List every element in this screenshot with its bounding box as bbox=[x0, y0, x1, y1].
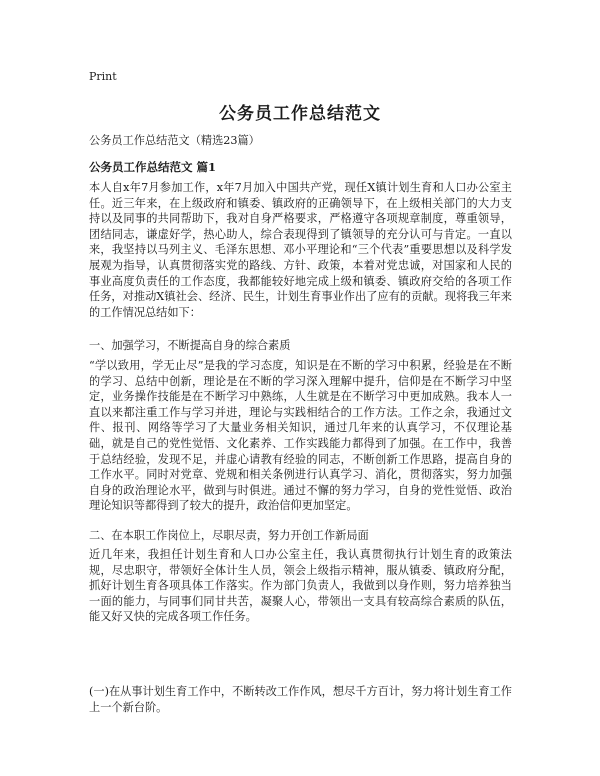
heading-study: 一、加强学习，不断提高自身的综合素质 bbox=[89, 339, 291, 352]
page-title: 公务员工作总结范文 bbox=[219, 104, 381, 124]
print-link[interactable]: Print bbox=[89, 70, 117, 83]
study-paragraph: “学以致用，学无止尽”是我的学习态度，知识是在不断的学习中积累，经验是在不断的学习、总结中创新，理论是在不断的学习深入理解中提升，信仰是在不断学习中坚定，业务操作技能是在不断学习中熟练，人生就是在不断学习中更加成熟。我本人一直以来都注重工作与学习并进，理论与实践相结合的工作方法。工作之余，我通过文件、报刊、网络等学习了大量业务相关知识，通过几年来的认真学习，不仅理论基础，就是自己的党性觉悟、文化素养、工作实践能力都得到了加强。在工作中，我善于总结经验，发现不足，并虚心请教有经验的同志，不断创新工作思路，提高自身的工作水平。同时对党章、党规和相关条例进行认真学习、消化，贯彻落实，努力加强自身的政治理论水平，做到与时俱进。通过不懈的努力学习，自身的党性觉悟、政治理论知识等都得到了较大的提升，政治信仰更加坚定。 bbox=[89, 359, 512, 513]
work-paragraph: 近几年来，我担任计划生育和人口办公室主任，我认真贯彻执行计划生育的政策法规，尽忠职守，带领好全体计生人员，领会上级指示精神，服从镇委、镇政府分配，抓好计划生育各项具体工作落实。作为部门负责人，我做到以身作则，努力培养独当一面的能力，与同事们同甘共苦，凝聚人心，带领出一支具有较高综合素质的队伍，能又好又快的完成各项工作任务。 bbox=[89, 548, 512, 624]
sub-point-paragraph: (一)在从事计划生育工作中，不断转改工作作风，想尽千方百计，努力将计划生育工作上一个新台阶。 bbox=[89, 685, 512, 714]
heading-work: 二、在本职工作岗位上，尽职尽责，努力开创工作新局面 bbox=[89, 529, 369, 542]
document-subtitle: 公务员工作总结范文（精选23篇） bbox=[89, 134, 260, 147]
section-title: 公务员工作总结范文 篇1 bbox=[89, 160, 217, 174]
intro-paragraph: 本人自x年7月参加工作，x年7月加入中国共产党，现任X镇计划生育和人口办公室主任。近三年来，在上级政府和镇委、镇政府的正确领导下，在上级相关部门的大力支持以及同事的共同帮助下，我对自身严格要求，严格遵守各项规章制度，尊重领导，团结同志，谦虚好学，热心助人，综合表现得到了镇领导的充分认可与肯定。一直以来，我坚持以马列主义、毛泽东思想、邓小平理论和“三个代表”重要思想以及科学发展观为指导，认真贯彻落实党的路线、方针、政策，本着对党忠诚，对国家和人民的事业高度负责任的工作态度，我都能较好地完成上级和镇委、镇政府交给的各项工作任务，对推动X镇社会、经济、民生，计划生育事业作出了应有的贡献。现将我三年来的工作情况总结如下： bbox=[89, 181, 512, 319]
